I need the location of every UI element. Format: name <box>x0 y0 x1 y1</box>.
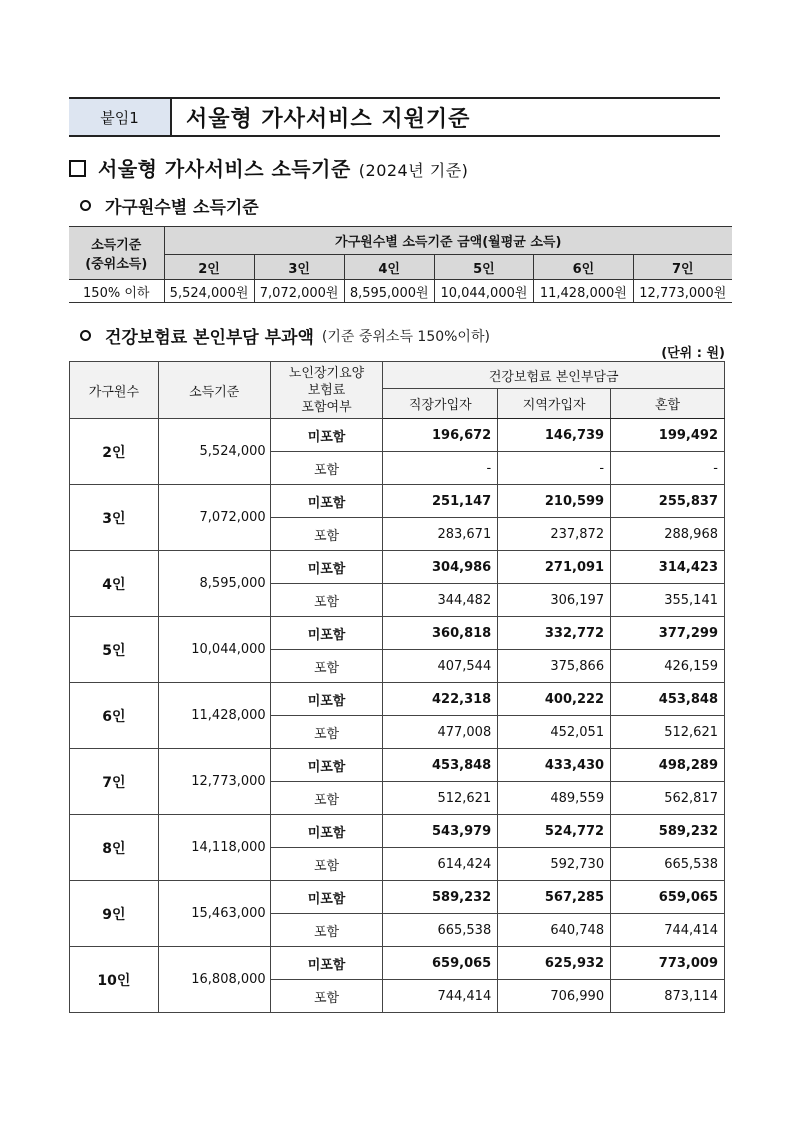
table-row <box>70 749 725 782</box>
regional-value: 433,430 <box>498 749 611 782</box>
page-title: 서울형 가사서비스 지원기준 <box>186 106 471 132</box>
income-cell: 8,595,000 <box>158 551 270 617</box>
workplace-value: 543,979 <box>383 815 498 848</box>
premium-subtitle-note: (기준 중위소득 150%이하) <box>321 328 490 345</box>
household-cell: 7인 <box>70 749 159 815</box>
income-cell: 16,808,000 <box>158 947 270 1013</box>
mixed-value: 255,837 <box>611 485 725 518</box>
regional-value: 625,932 <box>498 947 611 980</box>
income-corner-header <box>69 227 164 280</box>
household-cell: 8인 <box>70 815 159 881</box>
ltc-included-label: 포함 <box>270 848 383 881</box>
mixed-value: 498,289 <box>611 749 725 782</box>
workplace-value: 614,424 <box>383 848 498 881</box>
household-cell: 2인 <box>70 419 159 485</box>
regional-value: 452,051 <box>498 716 611 749</box>
header-premium-group: 건강보험료 본인부담금 <box>383 362 725 389</box>
mixed-value: - <box>611 452 725 485</box>
ltc-excluded-label: 미포함 <box>270 749 383 782</box>
workplace-value: 659,065 <box>383 947 498 980</box>
premium-subtitle <box>80 323 490 348</box>
mixed-value: 199,492 <box>611 419 725 452</box>
household-cell: 10인 <box>70 947 159 1013</box>
ltc-included-label: 포함 <box>270 782 383 815</box>
table-row <box>70 881 725 914</box>
ltc-excluded-label: 미포함 <box>270 947 383 980</box>
income-value: 10,044,000원 <box>434 280 533 303</box>
income-value: 8,595,000원 <box>344 280 434 303</box>
workplace-value: - <box>383 452 498 485</box>
ltc-excluded-label: 미포함 <box>270 815 383 848</box>
ltc-included-label: 포함 <box>270 452 383 485</box>
corner-line2: (중위소득) <box>85 257 148 272</box>
workplace-value: 283,671 <box>383 518 498 551</box>
household-cell: 6인 <box>70 683 159 749</box>
ltc-excluded-label: 미포함 <box>270 551 383 584</box>
income-col-header: 7인 <box>633 255 732 280</box>
regional-value: 146,739 <box>498 419 611 452</box>
regional-value: 706,990 <box>498 980 611 1013</box>
mixed-value: 314,423 <box>611 551 725 584</box>
income-value: 7,072,000원 <box>254 280 344 303</box>
income-col-header: 2인 <box>164 255 254 280</box>
income-cell: 11,428,000 <box>158 683 270 749</box>
table-row <box>70 551 725 584</box>
mixed-value: 562,817 <box>611 782 725 815</box>
workplace-value: 407,544 <box>383 650 498 683</box>
income-col-header: 5인 <box>434 255 533 280</box>
mixed-value: 512,621 <box>611 716 725 749</box>
premium-table <box>69 361 725 1013</box>
income-cell: 10,044,000 <box>158 617 270 683</box>
income-row-label: 150% 이하 <box>69 280 164 303</box>
workplace-value: 512,621 <box>383 782 498 815</box>
table-row <box>70 815 725 848</box>
income-subtitle <box>80 193 259 218</box>
section-title <box>69 153 468 182</box>
workplace-value: 477,008 <box>383 716 498 749</box>
mixed-value: 873,114 <box>611 980 725 1013</box>
income-group-header: 가구원수별 소득기준 금액(월평균 소득) <box>164 227 732 255</box>
premium-subtitle-text: 건강보험료 본인부담 부과액 <box>105 328 314 348</box>
workplace-value: 360,818 <box>383 617 498 650</box>
premium-table-body <box>70 419 725 1013</box>
income-table <box>69 226 732 303</box>
ltc-included-label: 포함 <box>270 584 383 617</box>
document-header <box>69 97 720 137</box>
mixed-value: 659,065 <box>611 881 725 914</box>
workplace-value: 744,414 <box>383 980 498 1013</box>
ltc-included-label: 포함 <box>270 716 383 749</box>
income-col-header: 3인 <box>254 255 344 280</box>
bullet-circle-icon <box>80 330 91 341</box>
income-cell: 5,524,000 <box>158 419 270 485</box>
table-row <box>70 683 725 716</box>
header-ltc-line2: 보험료 <box>307 382 346 398</box>
header-ltc-line1: 노인장기요양 <box>288 365 365 381</box>
header-ltc-line3: 포함여부 <box>301 399 352 415</box>
mixed-value: 744,414 <box>611 914 725 947</box>
income-col-header: 6인 <box>534 255 633 280</box>
ltc-excluded-label: 미포함 <box>270 683 383 716</box>
ltc-excluded-label: 미포함 <box>270 881 383 914</box>
header-mixed: 혼합 <box>611 389 725 419</box>
mixed-value: 288,968 <box>611 518 725 551</box>
regional-value: 489,559 <box>498 782 611 815</box>
table-row <box>70 419 725 452</box>
ltc-excluded-label: 미포함 <box>270 485 383 518</box>
bullet-circle-icon <box>80 200 91 211</box>
income-value: 12,773,000원 <box>633 280 732 303</box>
regional-value: 237,872 <box>498 518 611 551</box>
mixed-value: 453,848 <box>611 683 725 716</box>
regional-value: 400,222 <box>498 683 611 716</box>
section-title-text: 서울형 가사서비스 소득기준 <box>98 157 351 181</box>
income-cell: 15,463,000 <box>158 881 270 947</box>
ltc-included-label: 포함 <box>270 980 383 1013</box>
workplace-value: 589,232 <box>383 881 498 914</box>
income-value: 5,524,000원 <box>164 280 254 303</box>
header-regional: 지역가입자 <box>498 389 611 419</box>
workplace-value: 344,482 <box>383 584 498 617</box>
income-col-header: 4인 <box>344 255 434 280</box>
unit-label: (단위 : 원) <box>661 346 725 361</box>
regional-value: 524,772 <box>498 815 611 848</box>
table-row <box>70 617 725 650</box>
regional-value: 306,197 <box>498 584 611 617</box>
income-cell: 7,072,000 <box>158 485 270 551</box>
regional-value: 567,285 <box>498 881 611 914</box>
regional-value: 375,866 <box>498 650 611 683</box>
mixed-value: 773,009 <box>611 947 725 980</box>
workplace-value: 196,672 <box>383 419 498 452</box>
table-row <box>70 485 725 518</box>
regional-value: 640,748 <box>498 914 611 947</box>
mixed-value: 665,538 <box>611 848 725 881</box>
ltc-excluded-label: 미포함 <box>270 617 383 650</box>
table-row <box>70 947 725 980</box>
corner-line1: 소득기준 <box>91 238 142 253</box>
mixed-value: 426,159 <box>611 650 725 683</box>
mixed-value: 377,299 <box>611 617 725 650</box>
household-cell: 4인 <box>70 551 159 617</box>
income-cell: 14,118,000 <box>158 815 270 881</box>
workplace-value: 453,848 <box>383 749 498 782</box>
household-cell: 5인 <box>70 617 159 683</box>
regional-value: 592,730 <box>498 848 611 881</box>
income-subtitle-text: 가구원수별 소득기준 <box>105 198 259 218</box>
workplace-value: 665,538 <box>383 914 498 947</box>
attachment-tag: 붙임1 <box>69 99 172 135</box>
household-cell: 9인 <box>70 881 159 947</box>
section-year: (2024년 기준) <box>358 161 469 180</box>
workplace-value: 304,986 <box>383 551 498 584</box>
mixed-value: 355,141 <box>611 584 725 617</box>
header-ltc <box>270 362 383 419</box>
ltc-excluded-label: 미포함 <box>270 419 383 452</box>
mixed-value: 589,232 <box>611 815 725 848</box>
regional-value: 271,091 <box>498 551 611 584</box>
header-household: 가구원수 <box>70 362 159 419</box>
regional-value: - <box>498 452 611 485</box>
regional-value: 210,599 <box>498 485 611 518</box>
header-income: 소득기준 <box>158 362 270 419</box>
income-value: 11,428,000원 <box>534 280 633 303</box>
workplace-value: 251,147 <box>383 485 498 518</box>
ltc-included-label: 포함 <box>270 650 383 683</box>
workplace-value: 422,318 <box>383 683 498 716</box>
ltc-included-label: 포함 <box>270 518 383 551</box>
ltc-included-label: 포함 <box>270 914 383 947</box>
household-cell: 3인 <box>70 485 159 551</box>
checkbox-icon <box>69 160 86 177</box>
income-cell: 12,773,000 <box>158 749 270 815</box>
regional-value: 332,772 <box>498 617 611 650</box>
header-workplace: 직장가입자 <box>383 389 498 419</box>
